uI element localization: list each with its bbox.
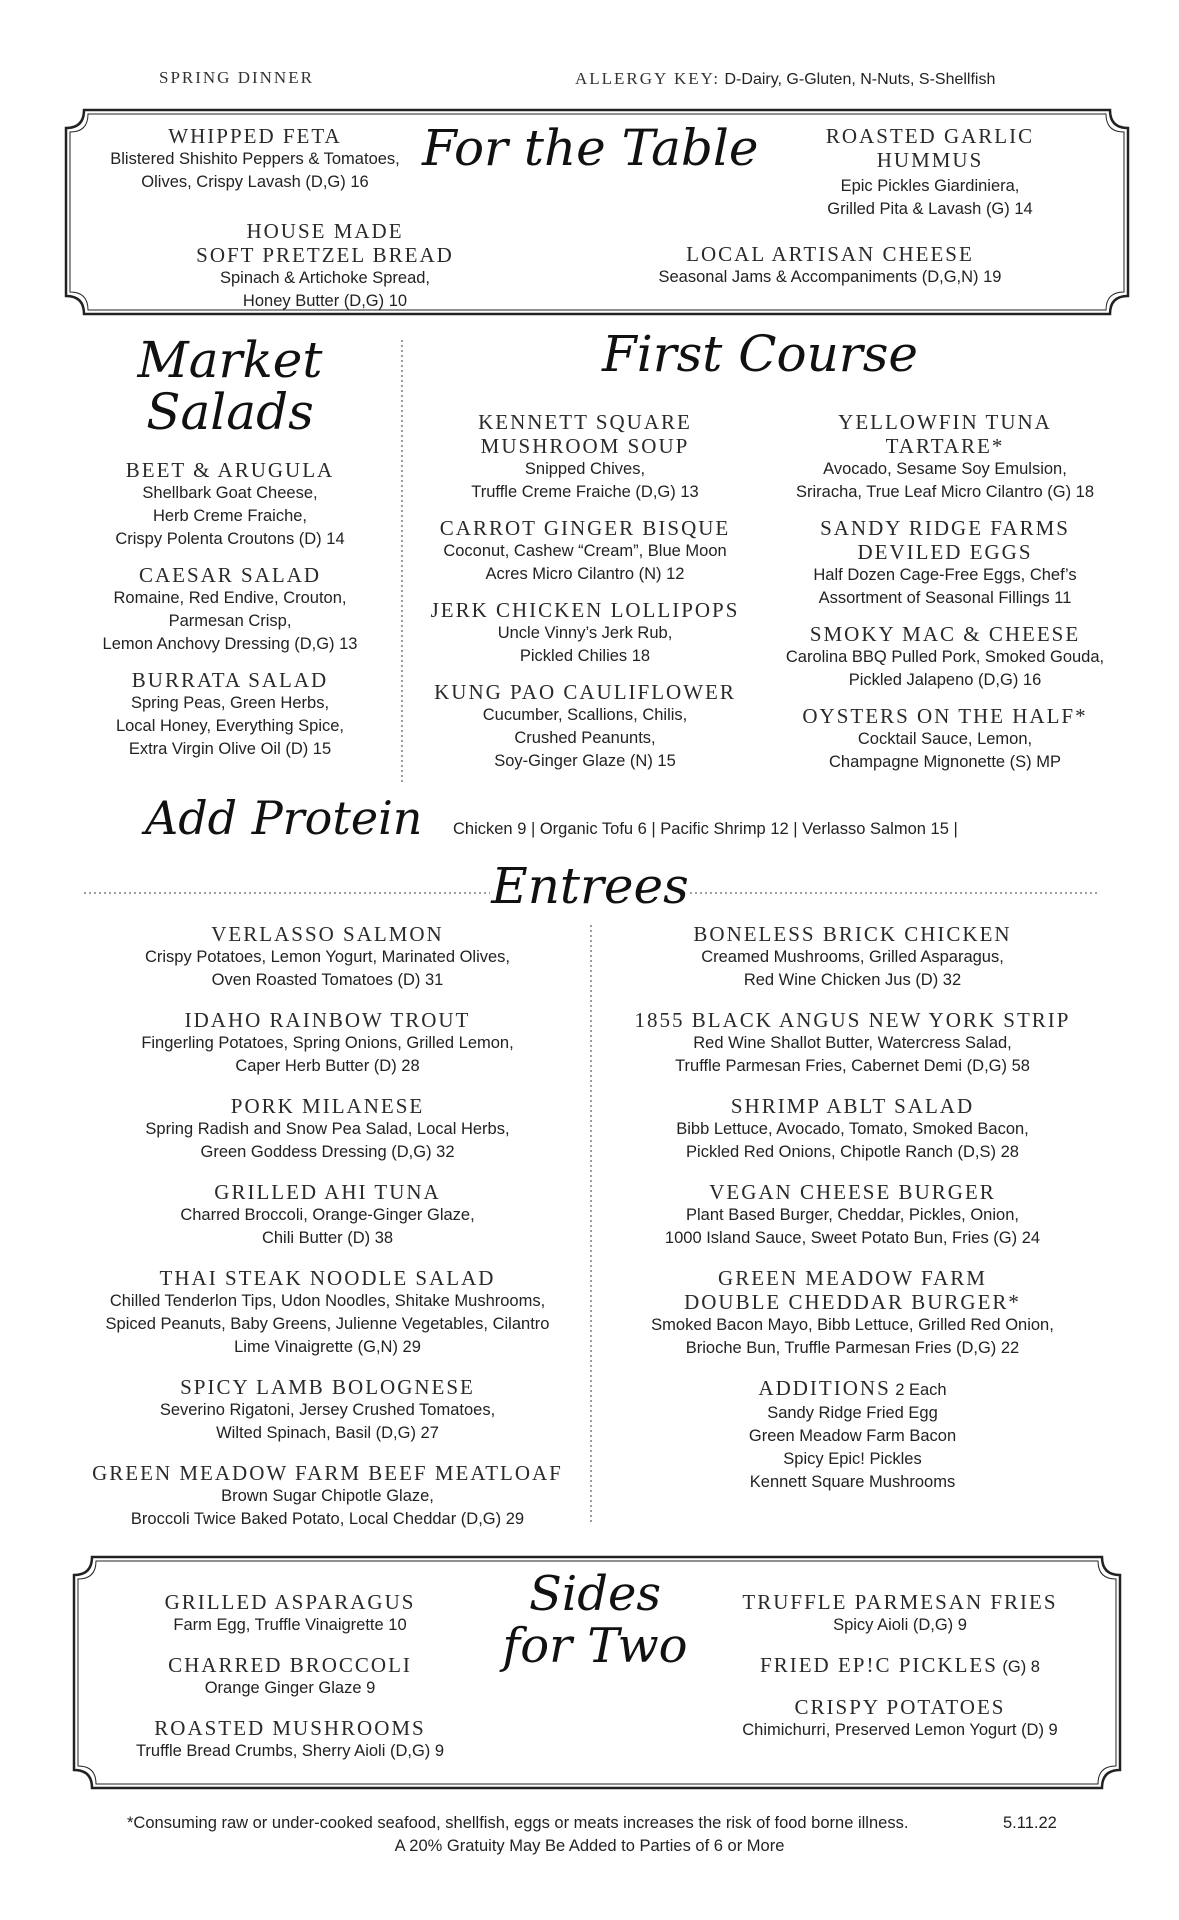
item-name: ADDITIONS: [758, 1376, 891, 1400]
add-protein-options: Chicken 9 | Organic Tofu 6 | Pacific Shrimp 12 | Verlasso Salmon 15 |: [453, 820, 958, 838]
item-name: GRILLED ASPARAGUS: [164, 1590, 416, 1614]
desc-line: Acres Micro Cilantro (N) 12: [485, 565, 685, 583]
item-name: KENNETT SQUARE: [478, 410, 692, 434]
desc-line: Brioche Bun, Truffle Parmesan Fries (D,G) 22: [685, 1339, 1020, 1357]
item-name: WHIPPED FETA: [168, 124, 342, 148]
desc-line: Fingerling Potatoes, Spring Onions, Grilled Lemon,: [141, 1034, 514, 1052]
item-name: BEET & ARUGULA: [125, 458, 335, 482]
item-description: [70, 692, 390, 761]
item-description: [605, 1402, 1100, 1494]
item-name: SMOKY MAC & CHEESE: [809, 622, 1081, 646]
menu-item: [605, 1180, 1100, 1250]
footer-gratuity: A 20% Gratuity May Be Added to Parties of 6 or More: [394, 1837, 785, 1855]
item-description: [75, 1032, 580, 1078]
menu-item: [620, 242, 1040, 289]
item-description: [75, 946, 580, 992]
desc-line: Creamed Mushrooms, Grilled Asparagus,: [701, 948, 1004, 966]
desc-line: Spring Radish and Snow Pea Salad, Local Herbs,: [145, 1120, 510, 1138]
desc-line: Soy-Ginger Glaze (N) 15: [494, 752, 676, 770]
menu-item: [715, 1590, 1085, 1637]
menu-item: [70, 458, 390, 551]
item-description: [760, 728, 1130, 774]
desc-line: Honey Butter (D,G) 10: [242, 292, 408, 310]
for-the-table-title: For the Table: [422, 119, 759, 177]
item-name: JERK CHICKEN LOLLIPOPS: [430, 598, 740, 622]
menu-item: [110, 1590, 470, 1637]
desc-line: Coconut, Cashew “Cream”, Blue Moon: [443, 542, 727, 560]
item-name: OYSTERS ON THE HALF*: [802, 704, 1088, 728]
item-description: [415, 704, 755, 773]
desc-line: Sriracha, True Leaf Micro Cilantro (G) 18: [795, 483, 1095, 501]
desc-line: Seasonal Jams & Accompaniments (D,G,N) 19: [658, 268, 1002, 286]
desc-line: Snipped Chives,: [524, 460, 646, 478]
menu-item: [605, 1094, 1100, 1164]
menu-item: [760, 516, 1130, 610]
desc-line: Shellbark Goat Cheese,: [142, 484, 318, 502]
menu-item: [75, 1266, 580, 1359]
item-price: (G) 8: [1002, 1658, 1040, 1676]
desc-line: Green Goddess Dressing (D,G) 32: [200, 1143, 455, 1161]
item-name: CARROT GINGER BISQUE: [439, 516, 731, 540]
desc-line: Plant Based Burger, Cheddar, Pickles, Onion,: [686, 1206, 1019, 1224]
desc-line: Caper Herb Butter (D) 28: [235, 1057, 420, 1075]
menu-item: [75, 1375, 580, 1445]
item-name: VERLASSO SALMON: [211, 922, 444, 946]
desc-line: Herb Creme Fraiche,: [152, 507, 308, 525]
menu-item: [110, 1716, 470, 1763]
allergy-key-label: ALLERGY KEY:: [575, 69, 721, 88]
desc-line: Orange Ginger Glaze 9: [204, 1679, 376, 1697]
menu-item: [715, 1695, 1085, 1742]
entrees-left: [75, 922, 580, 1543]
desc-line: Farm Egg, Truffle Vinaigrette 10: [173, 1616, 407, 1634]
desc-line: Spring Peas, Green Herbs,: [130, 694, 330, 712]
item-description: [75, 1204, 580, 1250]
desc-line: Truffle Parmesan Fries, Cabernet Demi (D,G) 58: [675, 1057, 1030, 1075]
desc-line: Crispy Polenta Croutons (D) 14: [115, 530, 345, 548]
item-description: [415, 622, 755, 668]
menu-item: [760, 410, 1130, 504]
item-name: PORK MILANESE: [230, 1094, 425, 1118]
item-name-line2: DOUBLE CHEDDAR BURGER*: [684, 1290, 1021, 1314]
first-course-right: [760, 410, 1130, 786]
item-name-line2: HUMMUS: [876, 148, 984, 172]
allergy-key: [575, 68, 995, 91]
desc-line: Crushed Peanunts,: [514, 729, 656, 747]
menu-item: [110, 1653, 470, 1700]
item-description: [415, 540, 755, 586]
add-protein-title: Add Protein: [145, 791, 423, 845]
desc-line: Assortment of Seasonal Fillings 11: [818, 589, 1072, 607]
item-description: [75, 1118, 580, 1164]
item-name: GRILLED AHI TUNA: [214, 1180, 441, 1204]
desc-line: Red Wine Chicken Jus (D) 32: [743, 971, 962, 989]
desc-line: Spiced Peanuts, Baby Greens, Julienne Vegetables, Cilantro: [105, 1315, 550, 1333]
menu-item: [605, 1008, 1100, 1078]
menu-item: [605, 922, 1100, 992]
desc-line: Blistered Shishito Peppers & Tomatoes,: [110, 150, 400, 168]
menu-item: [605, 1376, 1100, 1494]
title-line: Sides: [529, 1566, 661, 1622]
desc-line: 1000 Island Sauce, Sweet Potato Bun, Fries (G) 24: [664, 1229, 1041, 1247]
item-description: [110, 1677, 470, 1700]
desc-line: Smoked Bacon Mayo, Bibb Lettuce, Grilled Red Onion,: [651, 1316, 1054, 1334]
menu-item: [75, 1180, 580, 1250]
item-description: [760, 458, 1130, 504]
desc-line: Truffle Bread Crumbs, Sherry Aioli (D,G) 9: [135, 1742, 445, 1760]
market-salads-title: [110, 331, 350, 441]
item-name: SPICY LAMB BOLOGNESE: [180, 1375, 475, 1399]
desc-line: Champagne Mignonette (S) MP: [828, 753, 1062, 771]
desc-line: Oven Roasted Tomatoes (D) 31: [211, 971, 444, 989]
item-name: LOCAL ARTISAN CHEESE: [686, 242, 974, 266]
entrees-title: Entrees: [491, 857, 689, 915]
item-description: [715, 1719, 1085, 1742]
item-name: CHARRED BROCCOLI: [168, 1653, 412, 1677]
desc-line: Pickled Jalapeno (D,G) 16: [848, 671, 1042, 689]
item-name: FRIED EP!C PICKLES: [760, 1653, 998, 1677]
desc-line: Cucumber, Scallions, Chilis,: [482, 706, 688, 724]
item-name: YELLOWFIN TUNA: [838, 410, 1052, 434]
menu-item: [75, 1094, 580, 1164]
item-heading: [605, 1376, 1100, 1402]
footer-date: 5.11.22: [1003, 1814, 1057, 1832]
item-name: SANDY RIDGE FARMS: [820, 516, 1070, 540]
menu-item: [75, 1461, 580, 1531]
item-description: [110, 1740, 470, 1763]
desc-line: Cocktail Sauce, Lemon,: [857, 730, 1033, 748]
item-name: GREEN MEADOW FARM: [718, 1266, 987, 1290]
desc-line: Truffle Creme Fraiche (D,G) 13: [471, 483, 699, 501]
item-name: CRISPY POTATOES: [794, 1695, 1006, 1719]
desc-line: Avocado, Sesame Soy Emulsion,: [823, 460, 1067, 478]
entrees-right: [605, 922, 1100, 1506]
desc-line: Half Dozen Cage-Free Eggs, Chef’s: [813, 566, 1077, 584]
desc-line: Green Meadow Farm Bacon: [748, 1427, 957, 1445]
item-description: [160, 267, 490, 313]
menu-item: [760, 622, 1130, 692]
item-description: [70, 587, 390, 656]
sides-right: [715, 1590, 1085, 1754]
desc-line: Romaine, Red Endive, Crouton,: [113, 589, 347, 607]
menu-item: [765, 124, 1095, 221]
item-name-line2: DEVILED EGGS: [857, 540, 1033, 564]
item-name: TRUFFLE PARMESAN FRIES: [742, 1590, 1058, 1614]
item-description: [605, 946, 1100, 992]
menu-item: [75, 1008, 580, 1078]
desc-line: Broccoli Twice Baked Potato, Local Cheddar (D,G) 29: [130, 1510, 525, 1528]
menu-item: [75, 922, 580, 992]
desc-line: Spicy Aioli (D,G) 9: [833, 1616, 967, 1634]
item-description: [70, 482, 390, 551]
desc-line: Grilled Pita & Lavash (G) 14: [827, 200, 1033, 218]
item-description: [415, 458, 755, 504]
menu-item: [70, 668, 390, 761]
desc-line: Epic Pickles Giardiniera,: [840, 177, 1020, 195]
item-name: ROASTED MUSHROOMS: [154, 1716, 426, 1740]
menu-item: [415, 680, 755, 773]
item-name-line2: SOFT PRETZEL BREAD: [196, 243, 454, 267]
menu-item: [760, 704, 1130, 774]
desc-line: Parmesan Crisp,: [168, 612, 292, 630]
desc-line: Lime Vinaigrette (G,N) 29: [234, 1338, 421, 1356]
item-name: IDAHO RAINBOW TROUT: [184, 1008, 471, 1032]
item-name: KUNG PAO CAULIFLOWER: [434, 680, 736, 704]
desc-line: Sandy Ridge Fried Egg: [767, 1404, 938, 1422]
first-course-left: [415, 410, 755, 785]
desc-line: Chili Butter (D) 38: [261, 1229, 394, 1247]
desc-line: Bibb Lettuce, Avocado, Tomato, Smoked Bacon,: [676, 1120, 1029, 1138]
desc-line: Uncle Vinny’s Jerk Rub,: [497, 624, 673, 642]
item-name: 1855 BLACK ANGUS NEW YORK STRIP: [634, 1008, 1071, 1032]
desc-line: Kennett Square Mushrooms: [749, 1473, 956, 1491]
desc-line: Lemon Anchovy Dressing (D,G) 13: [102, 635, 358, 653]
title-line: for Two: [502, 1618, 688, 1674]
desc-line: Chimichurri, Preserved Lemon Yogurt (D) 9: [742, 1721, 1058, 1739]
desc-line: Pickled Chilies 18: [519, 647, 651, 665]
menu-item: [90, 124, 420, 194]
menu-item: [605, 1266, 1100, 1360]
item-name: HOUSE MADE: [246, 219, 404, 243]
desc-line: Extra Virgin Olive Oil (D) 15: [128, 740, 332, 758]
item-description: [620, 266, 1040, 289]
desc-line: Pickled Red Onions, Chipotle Ranch (D,S) 28: [686, 1143, 1019, 1161]
item-description: [715, 1614, 1085, 1637]
item-description: [765, 175, 1095, 221]
desc-line: Olives, Crispy Lavash (D,G) 16: [141, 173, 369, 191]
item-description: [605, 1118, 1100, 1164]
market-salads-list: [70, 458, 390, 773]
desc-line: Red Wine Shallot Butter, Watercress Salad,: [693, 1034, 1012, 1052]
desc-line: Spicy Epic! Pickles: [783, 1450, 922, 1468]
item-description: [75, 1399, 580, 1445]
item-description: [75, 1290, 580, 1359]
item-price: 2 Each: [895, 1381, 947, 1399]
menu-item: [415, 598, 755, 668]
item-name: BONELESS BRICK CHICKEN: [693, 922, 1012, 946]
item-name-line2: MUSHROOM SOUP: [480, 434, 690, 458]
menu-item: [160, 219, 490, 313]
footer-disclaimer: *Consuming raw or under-cooked seafood, shellfish, eggs or meats increases the risk of food borne illness.: [127, 1814, 909, 1832]
desc-line: Severino Rigatoni, Jersey Crushed Tomatoes,: [159, 1401, 496, 1419]
item-name: VEGAN CHEESE BURGER: [709, 1180, 996, 1204]
desc-line: Brown Sugar Chipotle Glaze,: [221, 1487, 434, 1505]
item-description: [90, 148, 420, 194]
first-course-title: First Course: [602, 325, 918, 383]
menu-item: [715, 1653, 1085, 1679]
item-description: [605, 1314, 1100, 1360]
title-line: Salads: [146, 383, 314, 441]
item-name: THAI STEAK NOODLE SALAD: [159, 1266, 496, 1290]
item-description: [605, 1032, 1100, 1078]
desc-line: Spinach & Artichoke Spread,: [219, 269, 431, 287]
menu-name: SPRING DINNER: [159, 68, 314, 87]
item-description: [760, 646, 1130, 692]
item-name: ROASTED GARLIC: [825, 124, 1035, 148]
desc-line: Chilled Tenderlon Tips, Udon Noodles, Shitake Mushrooms,: [109, 1292, 546, 1310]
desc-line: Wilted Spinach, Basil (D,G) 27: [216, 1424, 439, 1442]
desc-line: Local Honey, Everything Spice,: [115, 717, 345, 735]
item-name: CAESAR SALAD: [138, 563, 322, 587]
item-name: GREEN MEADOW FARM BEEF MEATLOAF: [92, 1461, 563, 1485]
title-line: Market: [137, 331, 323, 389]
item-description: [75, 1485, 580, 1531]
menu-item: [415, 410, 755, 504]
desc-line: Charred Broccoli, Orange-Ginger Glaze,: [180, 1206, 475, 1224]
item-description: [110, 1614, 470, 1637]
sides-title: [480, 1568, 710, 1672]
menu-item: [415, 516, 755, 586]
item-name-line2: TARTARE*: [885, 434, 1005, 458]
menu-item: [70, 563, 390, 656]
sides-left: [110, 1590, 470, 1775]
desc-line: Carolina BBQ Pulled Pork, Smoked Gouda,: [785, 648, 1105, 666]
item-name: SHRIMP ABLT SALAD: [730, 1094, 975, 1118]
item-description: [605, 1204, 1100, 1250]
allergy-key-text: D-Dairy, G-Gluten, N-Nuts, S-Shellfish: [724, 71, 996, 88]
item-name: BURRATA SALAD: [131, 668, 329, 692]
item-description: [760, 564, 1130, 610]
desc-line: Crispy Potatoes, Lemon Yogurt, Marinated Olives,: [144, 948, 511, 966]
